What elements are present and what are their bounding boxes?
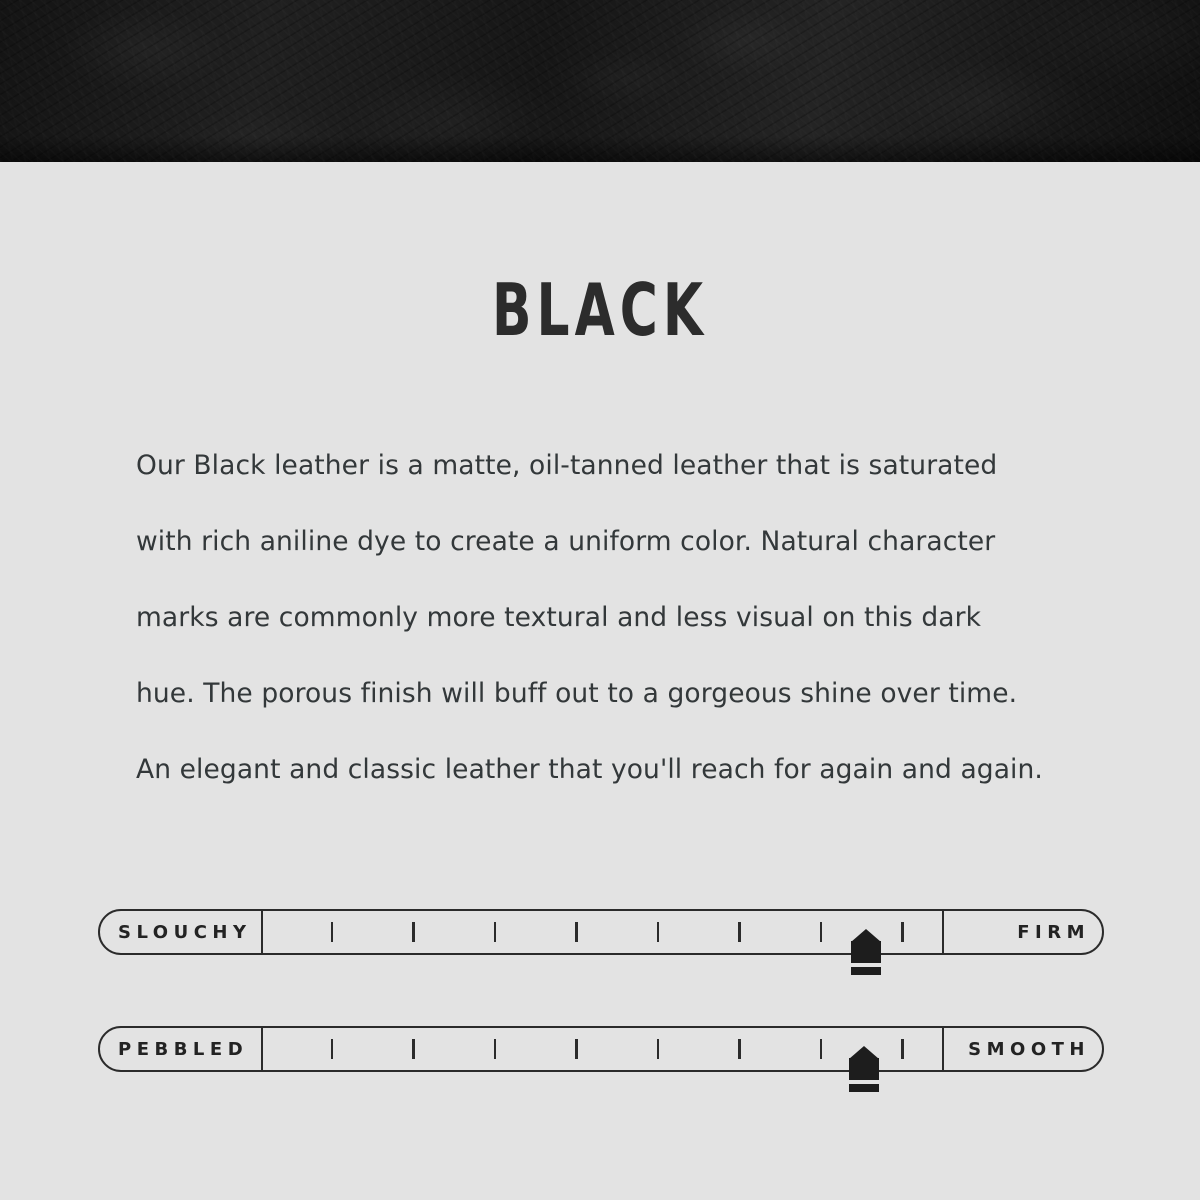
description-line: with rich aniline dye to create a uniform color. Natural character xyxy=(136,526,996,557)
description-line: An elegant and classic leather that you'll reach for again and again. xyxy=(136,754,1043,785)
marker-body xyxy=(849,1058,879,1080)
stiffness-slider-ticks xyxy=(263,911,942,953)
page-title: BLACK xyxy=(491,268,709,352)
marker-base xyxy=(851,967,881,975)
slider-tick xyxy=(331,1039,334,1059)
slider-tick xyxy=(820,922,823,942)
slider-tick xyxy=(494,1039,497,1059)
description-line: marks are commonly more textural and less visual on this dark xyxy=(136,602,982,633)
slider-tick xyxy=(494,922,497,942)
slider-tick xyxy=(412,1039,415,1059)
stiffness-slider-marker[interactable] xyxy=(846,935,886,981)
description-line: Our Black leather is a matte, oil-tanned leather that is saturated xyxy=(136,450,998,481)
slider-tick xyxy=(575,1039,578,1059)
texture-slider-marker[interactable] xyxy=(844,1052,884,1098)
slider-tick xyxy=(657,1039,660,1059)
slider-tick xyxy=(820,1039,823,1059)
slider-tick xyxy=(738,922,741,942)
stiffness-slider-left-label: SLOUCHY xyxy=(100,911,263,953)
slider-tick xyxy=(331,922,334,942)
black-leather-swatch-image xyxy=(0,0,1200,162)
description-line: hue. The porous finish will buff out to a gorgeous shine over time. xyxy=(136,678,1018,709)
slider-tick xyxy=(412,922,415,942)
slider-tick xyxy=(657,922,660,942)
slider-tick xyxy=(738,1039,741,1059)
stiffness-slider-right-label: FIRM xyxy=(942,911,1102,953)
marker-base xyxy=(849,1084,879,1092)
slider-tick xyxy=(901,1039,904,1059)
texture-slider-left-label: PEBBLED xyxy=(100,1028,263,1070)
marker-body xyxy=(851,941,881,963)
texture-slider-ticks xyxy=(263,1028,942,1070)
slider-tick xyxy=(901,922,904,942)
stiffness-slider[interactable] xyxy=(98,909,1104,955)
texture-slider[interactable] xyxy=(98,1026,1104,1072)
slider-tick xyxy=(575,922,578,942)
description-text xyxy=(136,428,1072,808)
texture-slider-right-label: SMOOTH xyxy=(942,1028,1102,1070)
